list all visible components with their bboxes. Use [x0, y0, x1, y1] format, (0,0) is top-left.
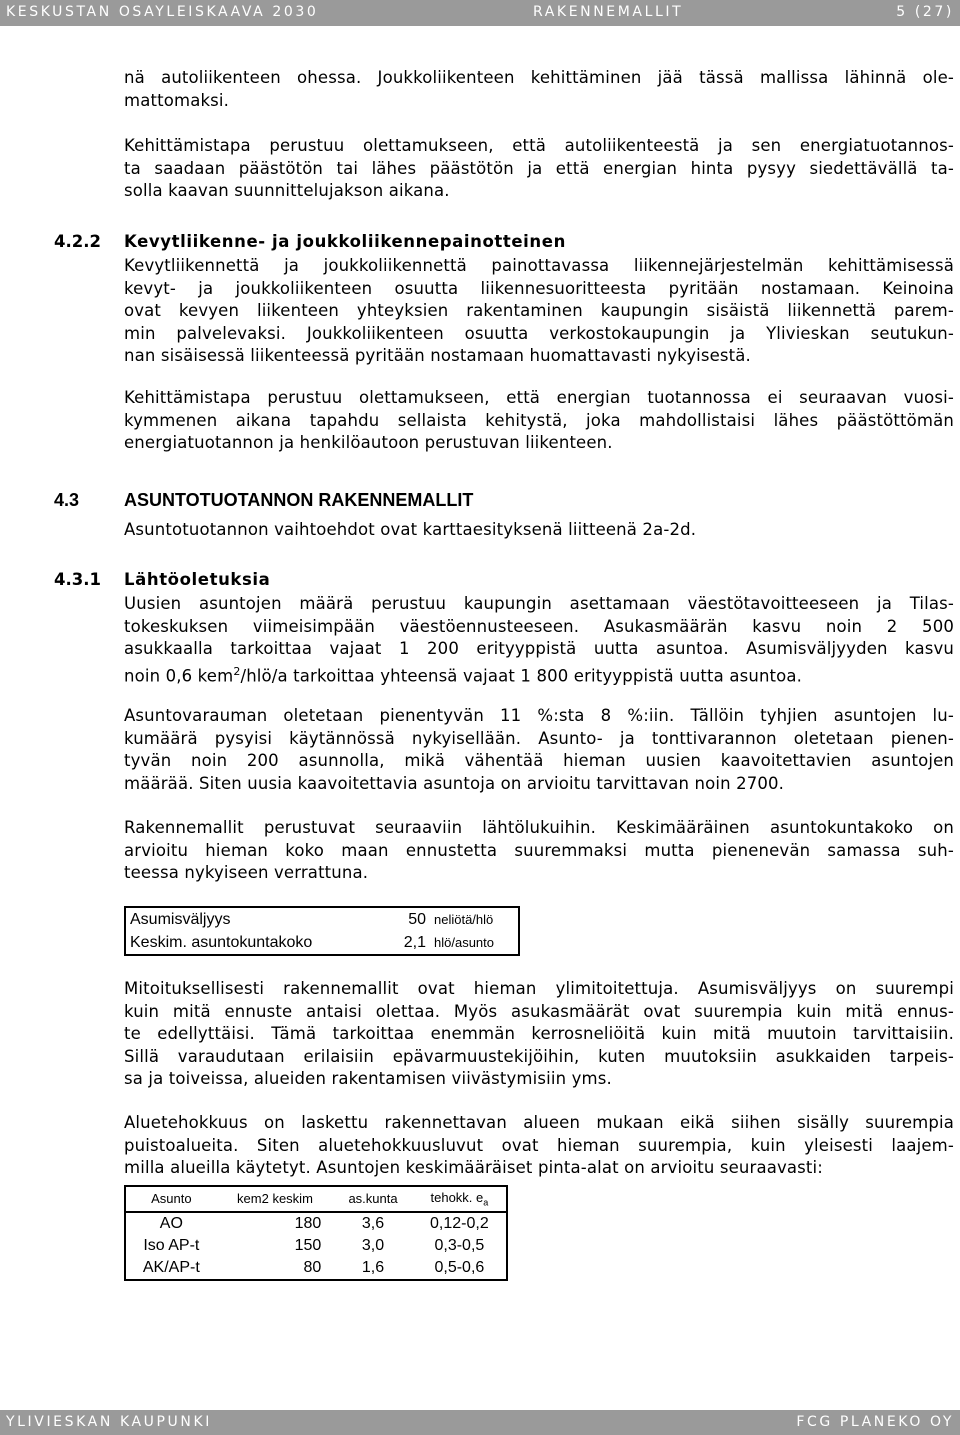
- text-line: arvioitu hieman koko maan ennustetta suuremmaksi mutta pienenevän samassa suh-: [124, 840, 954, 860]
- table-row: [125, 907, 519, 931]
- section-number: 4.3.1: [54, 570, 101, 589]
- section-431-paragraph-4: [124, 978, 954, 1091]
- text-line: milla alueilla käytetyt. Asuntojen keskimääräiset pinta-alat on arvioitu seuraavasti:: [124, 1158, 823, 1178]
- table-cell: 50: [408, 910, 426, 928]
- text-line: Mitoituksellisesti rakennemallit ovat hieman ylimitoitettuja. Asumisväljyys on suurempi: [124, 979, 954, 998]
- header-text: tehokk. e: [430, 1190, 484, 1205]
- page-footer: [0, 1410, 960, 1435]
- table-cell: Iso AP-t: [143, 1236, 200, 1254]
- table-cell: 0,3-0,5: [434, 1236, 485, 1254]
- text-line: teessa nykyiseen verrattuna.: [124, 863, 369, 883]
- text-line: Uusien asuntojen määrä perustuu kaupungin asettamaan väestötavoitteeseen ja Tilas-: [124, 594, 954, 613]
- table-cell: 0,12-0,2: [430, 1214, 489, 1232]
- text-line: Aluetehokkuus on laskettu rakennettavan alueen mukaan eikä siihen sisälly suurempia: [124, 1113, 954, 1132]
- text-line: puistoalueita. Siten aluetehokkuusluvut ovat hieman suurempia, kuin yleisesti laajem-: [124, 1135, 954, 1155]
- section-heading: ASUNTOTUOTANNON RAKENNEMALLIT: [124, 490, 474, 510]
- parameters-table: [124, 906, 520, 956]
- text-line: kuin mitä ennuste antaisi olettaa. Myös asukasmäärät ovat suurempia kuin mitä ennus-: [124, 1001, 954, 1021]
- section-431-paragraph-1: [124, 593, 954, 688]
- table-row: [125, 1257, 507, 1280]
- text-line: Kevytliikennettä ja joukkoliikennettä painottavassa liikennejärjestelmän kehittämisessä: [124, 256, 954, 275]
- table-cell: 80: [303, 1258, 322, 1276]
- table-cell: 3,6: [361, 1214, 385, 1232]
- text-line: te edellyttäisi. Tämä tarkoittaa enemmän kerrosneliöitä kuin mitä muutoin tarvittaisiin.: [124, 1024, 954, 1044]
- footer-organization: YLIVIESKAN KAUPUNKI: [6, 1414, 212, 1430]
- table-cell: Asumisväljyys: [130, 910, 231, 928]
- table-cell: 0,5-0,6: [434, 1258, 485, 1276]
- table-row: [125, 1212, 507, 1235]
- text-line: tyvän noin 200 asunnolla, mikä vähentää hieman uusien kaavoitettavien asuntojen: [124, 751, 954, 771]
- text-line: kymmenen aikana tapahdu sellaista kehitystä, joka mahdollistaisi lähes päästöttömän: [124, 410, 954, 430]
- table-cell: Keskim. asuntokuntakoko: [130, 933, 313, 951]
- text-fragment: /hlö/a tarkoittaa yhteensä vajaat 1 800 erityyppistä uutta asuntoa.: [240, 666, 803, 686]
- table-cell: hlö/asunto: [434, 935, 494, 950]
- text-line: kevyt- ja joukkoliikenteen osuutta liikennesuoritteesta pyritään nostamaan. Keinoina: [124, 278, 954, 298]
- text-line: Kehittämistapa perustuu olettamukseen, että energian tuotannossa ei seuraavan vuosi-: [124, 388, 954, 407]
- column-header: as.kunta: [333, 1186, 412, 1212]
- text-line: mattomaksi.: [124, 90, 230, 110]
- header-section-title: RAKENNEMALLIT: [533, 4, 684, 20]
- section-number: 4.2.2: [54, 232, 101, 251]
- text-line: Sillä varaudutaan erilaisiin epävarmuustekijöihin, kuten muutoksiin asukkaiden tarpeis-: [124, 1046, 954, 1066]
- table-header-row: [125, 1186, 507, 1212]
- text-line: ta saadaan päästötön tai lähes päästötön ja että energian hinta pysyy siedettävällä ta-: [124, 158, 954, 178]
- text-line: Rakennemallit perustuvat seuraaviin lähtölukuihin. Keskimääräinen asuntokuntakoko on: [124, 818, 954, 837]
- table-row: [125, 931, 519, 955]
- section-heading: Lähtöoletuksia: [124, 570, 271, 589]
- text-line: tokeskuksen viimeisimpään väestöennusteeseen. Asukasmäärän kasvu noin 2 500: [124, 616, 954, 636]
- section-431-paragraph-2: [124, 705, 954, 795]
- column-header: kem2 keskim: [217, 1186, 334, 1212]
- text-line: asukkaalla tarkoittaa vajaat 1 200 erityyppistä uutta asuntoa. Asumisväljyyden kasvu: [124, 639, 954, 659]
- text-line: [124, 661, 954, 688]
- header-document-title: KESKUSTAN OSAYLEISKAAVA 2030: [6, 4, 319, 20]
- text-line: min palvelevaksi. Joukkoliikenteen osuutta verkostokaupungin ja Ylivieskan seutukun-: [124, 323, 954, 343]
- column-header: Asunto: [125, 1186, 217, 1212]
- page-header: [0, 0, 960, 26]
- table-cell: AO: [159, 1214, 183, 1232]
- text-line: nä autoliikenteen ohessa. Joukkoliikenteen kehittäminen jää tässä mallissa lähinnä ole-: [124, 68, 954, 87]
- section-heading: Kevytliikenne- ja joukkoliikennepainotteinen: [124, 232, 566, 251]
- header-page-number: 5 (27): [896, 4, 954, 20]
- text-line: Asuntovarauman oletetaan pienentyvän 11 %:sta 8 %:iin. Tällöin tyhjien asuntojen lu-: [124, 706, 954, 725]
- text-line: Asuntotuotannon vaihtoehdot ovat karttaesityksenä liitteenä 2a-2d.: [124, 520, 697, 539]
- subscript: a: [483, 1197, 489, 1208]
- section-number: 4.3: [54, 490, 80, 510]
- section-431-paragraph-5: [124, 1112, 954, 1180]
- table-cell: 180: [294, 1214, 322, 1232]
- footer-author: FCG PLANEKO OY: [796, 1414, 954, 1430]
- section-422-paragraph-1: [124, 255, 954, 368]
- text-line: määrää. Siten uusia kaavoitettavia asuntoja on arvioitu tarvittavan noin 2700.: [124, 773, 785, 793]
- section-422-paragraph-2: [124, 387, 954, 455]
- text-line: Kehittämistapa perustuu olettamukseen, että autoliikenteestä ja sen energiatuotannos-: [124, 136, 954, 155]
- table-row: [125, 1235, 507, 1257]
- text-line: nan sisäisessä liikenteessä pyritään nostamaan huomattavasti nykyisestä.: [124, 346, 751, 366]
- text-line: ovat kevyen liikenteen yhteyksien rakentaminen kaupungin sisäistä liikennettä parem-: [124, 301, 954, 321]
- text-line: sa ja toiveissa, alueiden rakentamisen viivästymisiin yms.: [124, 1069, 612, 1089]
- section-431-paragraph-3: [124, 817, 954, 885]
- table-cell: 1,6: [361, 1258, 385, 1276]
- table-cell: 3,0: [361, 1236, 385, 1254]
- section-43-paragraph-1: [124, 519, 954, 542]
- table-cell: 2,1: [403, 933, 426, 951]
- intro-paragraph-2: [124, 135, 954, 203]
- table-cell: AK/AP-t: [142, 1258, 200, 1276]
- table-cell: 150: [294, 1236, 322, 1254]
- column-header: [413, 1186, 507, 1212]
- table-cell: neliötä/hlö: [434, 912, 494, 927]
- text-line: solla kaavan suunnittelujakson aikana.: [124, 181, 450, 201]
- superscript: 2: [233, 664, 241, 678]
- dwelling-size-table: [124, 1185, 508, 1281]
- text-line: energiatuotannon ja henkilöautoon perustuvan liikenteen.: [124, 433, 613, 453]
- intro-paragraph-1: [124, 67, 954, 112]
- text-line: kumäärä pysyisi käytännössä nykyisellään. Asunto- ja tonttivarannon oletetaan pienen-: [124, 728, 954, 748]
- text-fragment: noin 0,6 kem: [124, 666, 234, 686]
